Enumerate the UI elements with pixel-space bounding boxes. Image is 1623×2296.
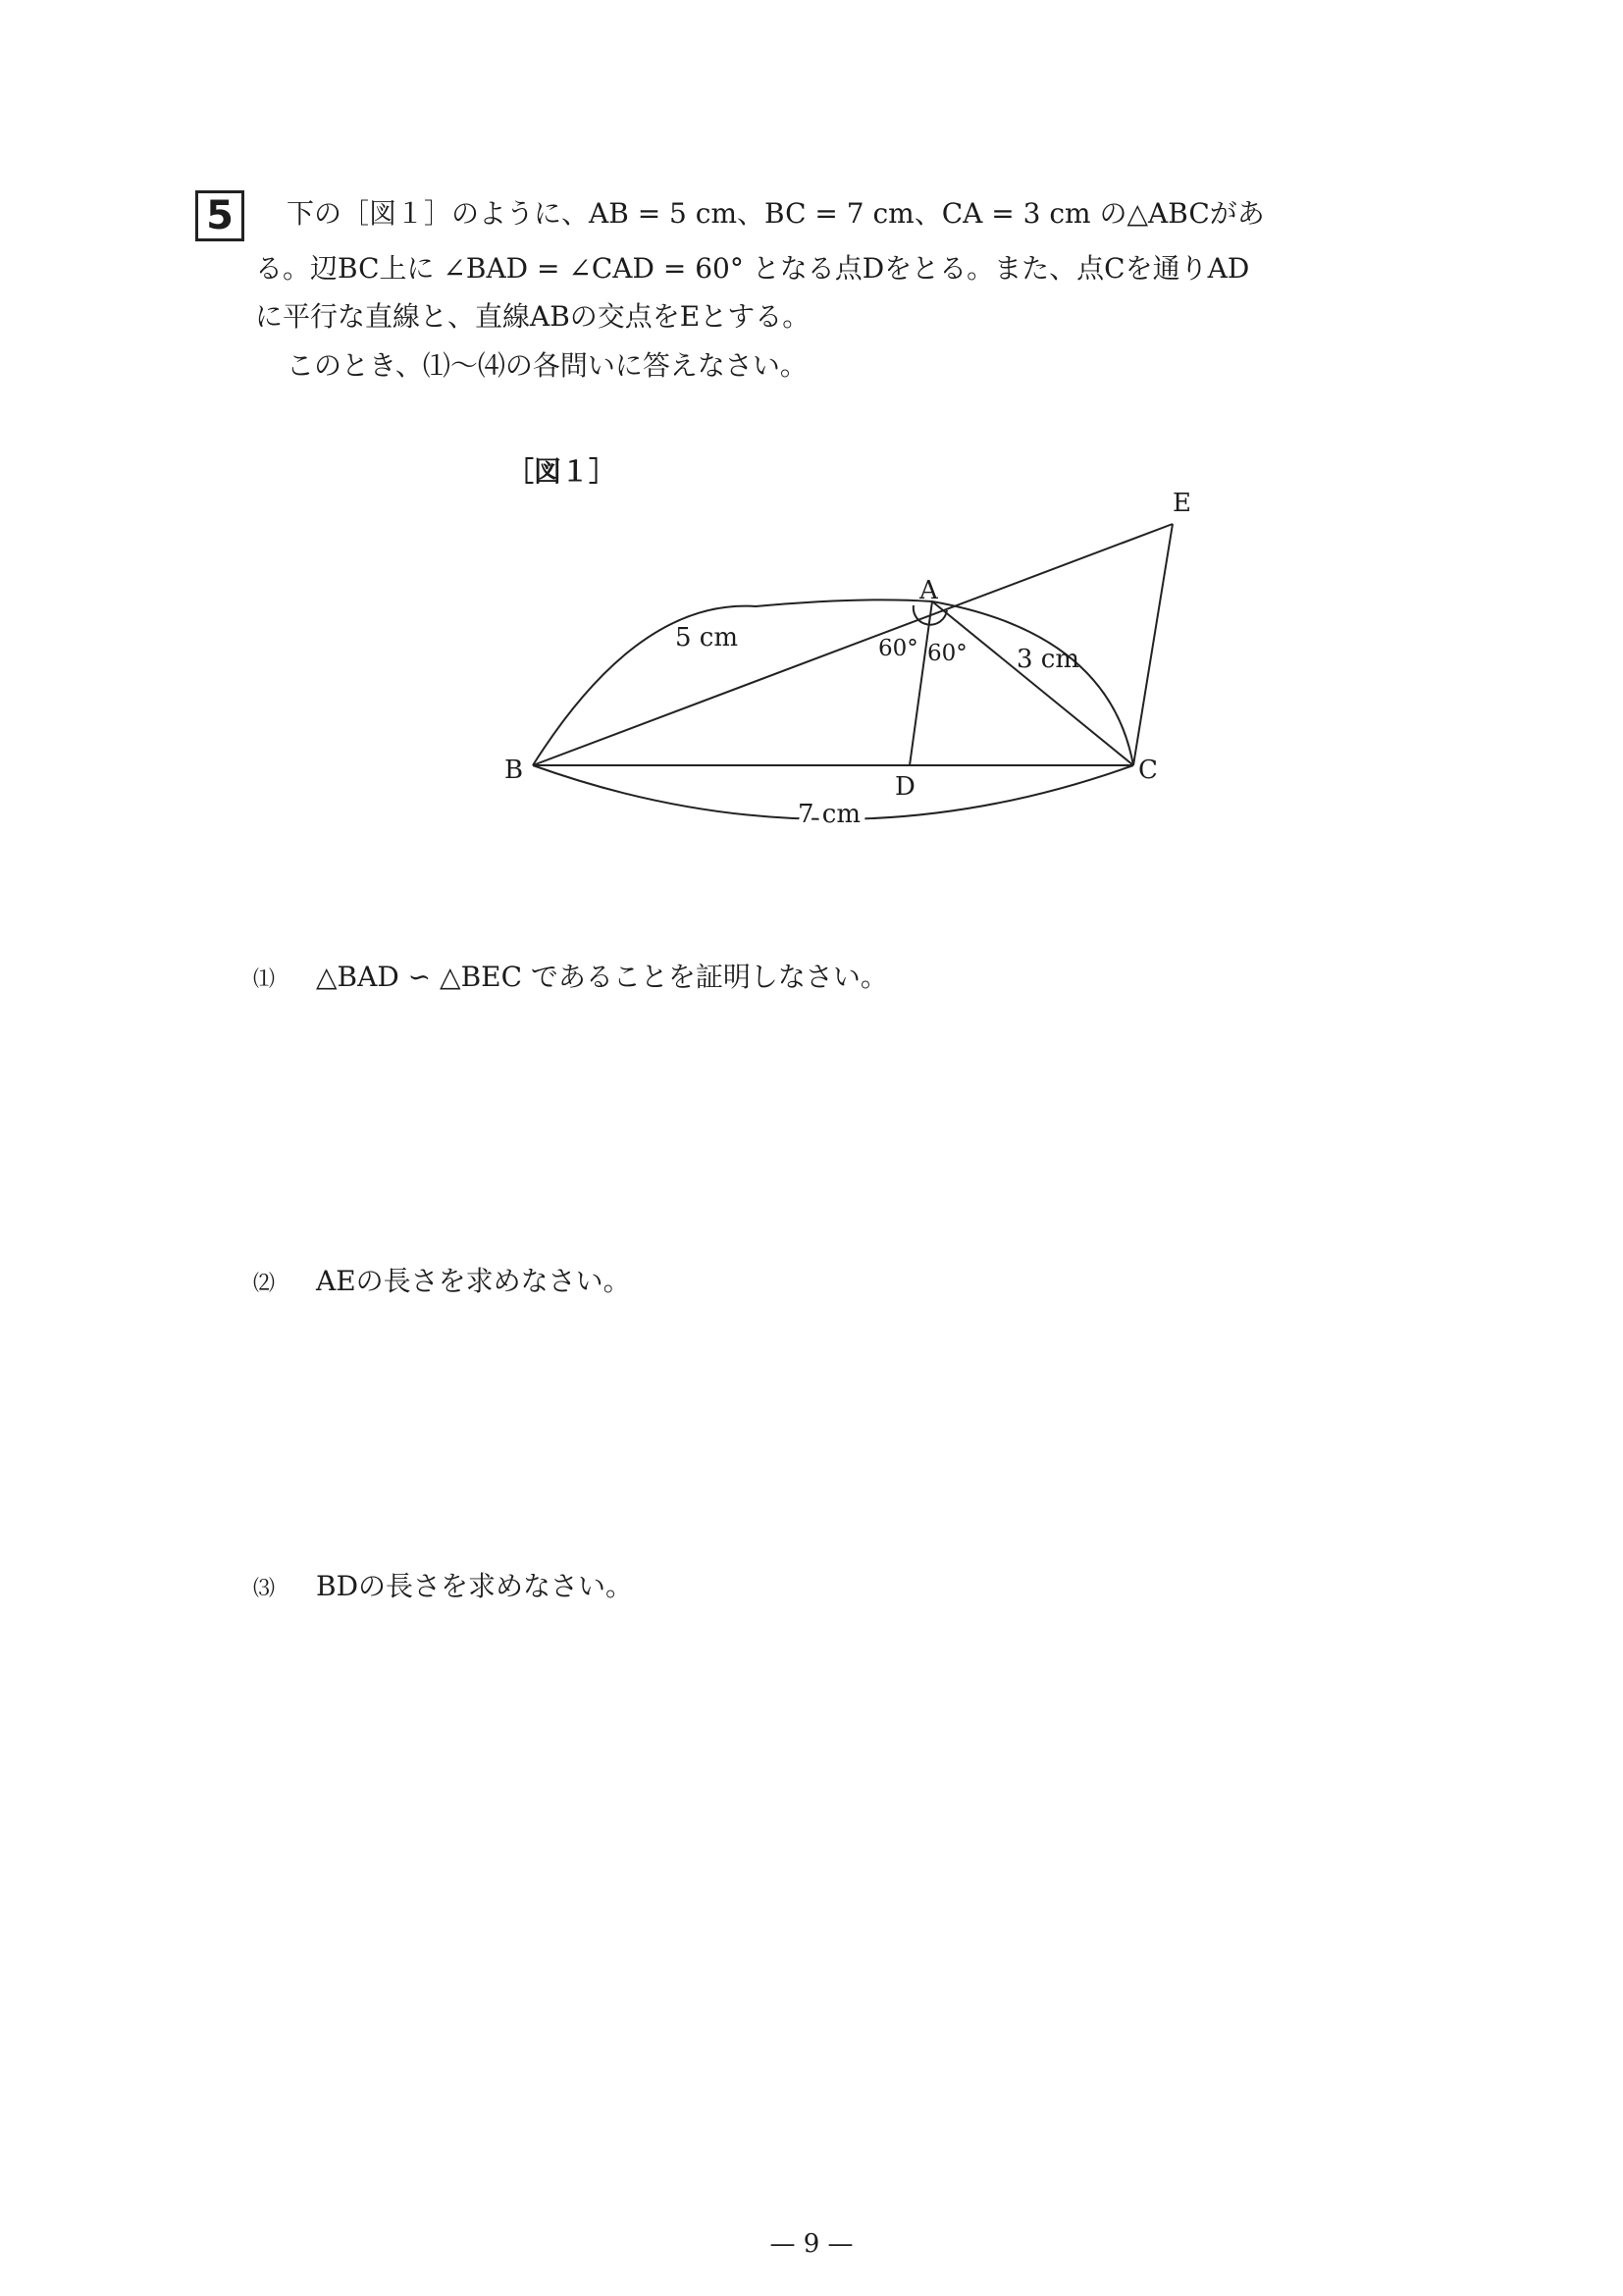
problem-text-line-3: に平行な直線と、直線ABの交点をEとする。 bbox=[255, 300, 811, 333]
question-3-text: BDの長さを求めなさい。 bbox=[316, 1570, 634, 1602]
question-2 bbox=[253, 1262, 631, 1304]
label-point-c: C bbox=[1138, 756, 1158, 785]
question-1-text: △BAD ∽ △BEC であることを証明しなさい。 bbox=[316, 961, 888, 993]
segment-ad bbox=[910, 601, 932, 765]
problem-text-line-4: このとき、⑴〜⑷の各問いに答えなさい。 bbox=[287, 349, 808, 382]
question-1 bbox=[253, 958, 888, 1000]
label-point-e: E bbox=[1173, 489, 1191, 518]
problem-number: 5 bbox=[195, 190, 244, 241]
label-ab-length: 5 cm bbox=[675, 623, 739, 652]
triangle-figure bbox=[0, 0, 1623, 883]
question-1-label: ⑴ bbox=[253, 967, 276, 992]
label-angle-cad: 60° bbox=[927, 641, 968, 666]
segment-ac bbox=[932, 601, 1133, 765]
question-2-label: ⑵ bbox=[253, 1272, 276, 1296]
label-angle-bad: 60° bbox=[878, 636, 918, 661]
label-point-a: A bbox=[919, 576, 938, 605]
question-2-text: AEの長さを求めなさい。 bbox=[316, 1265, 631, 1297]
problem-text-line-2: る。辺BC上に ∠BAD = ∠CAD = 60° となる点Dをとる。また、点Cを通りAD bbox=[255, 252, 1250, 285]
question-3-label: ⑶ bbox=[253, 1577, 276, 1601]
page-number: — 9 — bbox=[769, 2229, 854, 2259]
figure-label: ［図１］ bbox=[506, 455, 617, 488]
label-bc-length: 7 cm bbox=[798, 800, 862, 829]
label-ca-length: 3 cm bbox=[1017, 645, 1080, 674]
segment-ce bbox=[1133, 524, 1173, 765]
question-3 bbox=[253, 1567, 633, 1609]
problem-text-line-1: 下の［図１］のように、AB = 5 cm、BC = 7 cm、CA = 3 cm の△ABCがあ bbox=[287, 197, 1265, 230]
label-point-d: D bbox=[895, 772, 916, 802]
label-point-b: B bbox=[504, 756, 524, 785]
